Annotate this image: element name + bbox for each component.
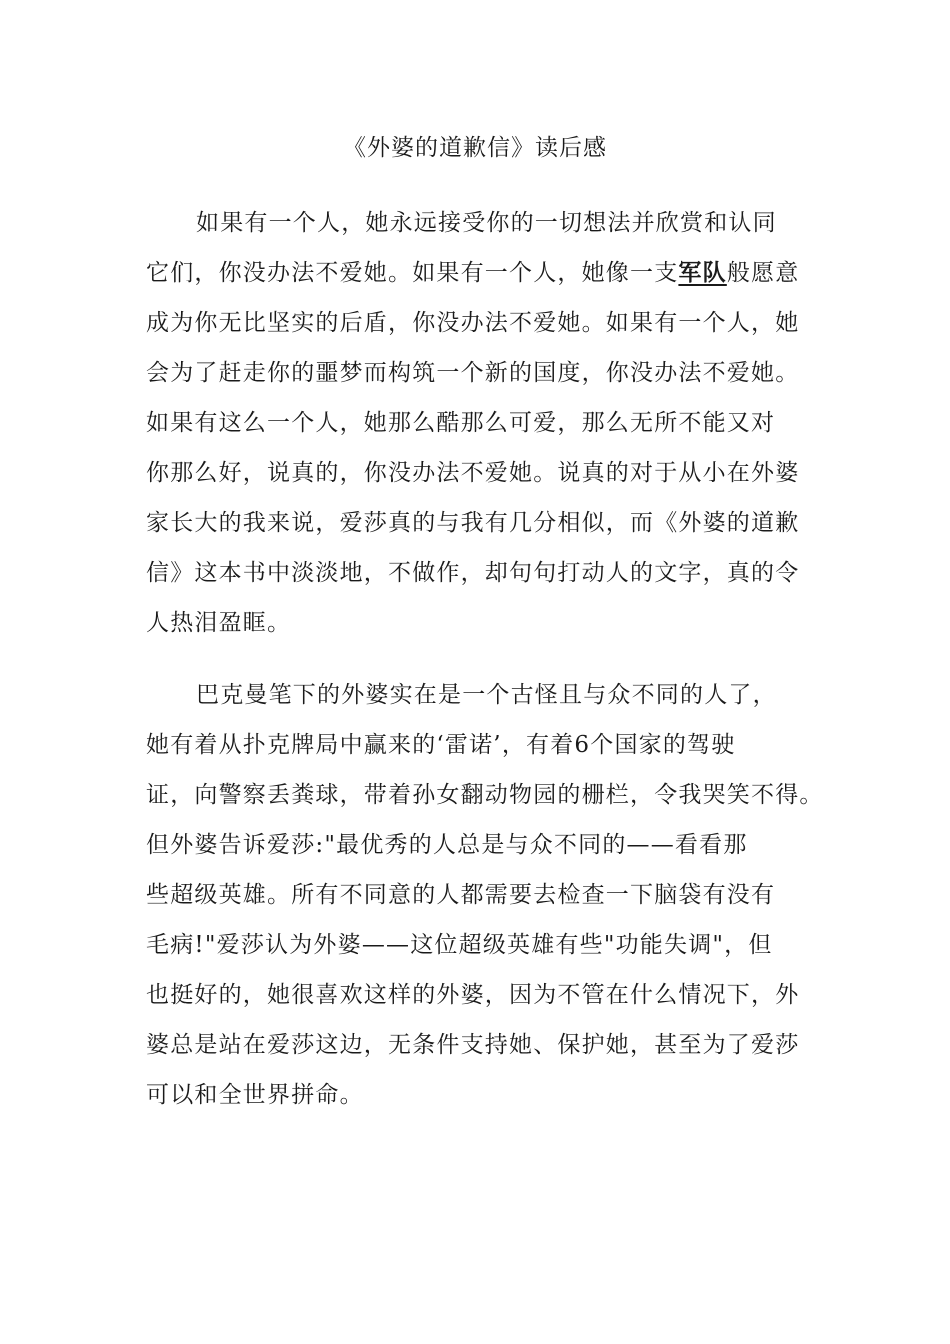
paragraph-2-line: 婆总是站在爱莎这边，无条件支持她、保护她，甚至为了爱莎 bbox=[146, 1032, 800, 1058]
paragraph-2-line: 证，向警察丢粪球，带着孙女翻动物园的栅栏，令我哭笑不得。 bbox=[146, 782, 824, 808]
emphasized-word: 军队 bbox=[678, 259, 727, 286]
paragraph-1-line: 如果有这么一个人，她那么酷那么可爱，那么无所不能又对 bbox=[146, 410, 776, 436]
paragraph-2-line: 也挺好的，她很喜欢这样的外婆，因为不管在什么情况下，外 bbox=[146, 982, 800, 1008]
paragraph-2-line: 可以和全世界拼命。 bbox=[146, 1082, 364, 1108]
paragraph-1-line: 你那么好，说真的，你没办法不爱她。说真的对于从小在外婆 bbox=[146, 460, 800, 486]
text-run: 它们，你没办法不爱她。如果有一个人，她像一支 bbox=[146, 260, 679, 286]
paragraph-2-line: 巴克曼笔下的外婆实在是一个古怪且与众不同的人了， bbox=[196, 682, 777, 708]
document-title: 《外婆的道歉信》读后感 bbox=[343, 135, 607, 161]
paragraph-2 bbox=[146, 670, 826, 1120]
paragraph-2-line: 些超级英雄。所有不同意的人都需要去检查一下脑袋有没有 bbox=[146, 882, 776, 908]
paragraph-2-line: 但外婆告诉爱莎:"最优秀的人总是与众不同的——看看那 bbox=[146, 832, 748, 858]
paragraph-1-line: 成为你无比坚实的后盾，你没办法不爱她。如果有一个人，她 bbox=[146, 310, 800, 336]
paragraph-2-line: 她有着从扑克牌局中赢来的‘雷诺’，有着6个国家的驾驶 bbox=[146, 732, 736, 758]
text-run: 般愿意 bbox=[726, 260, 800, 286]
paragraph-1-line: 如果有一个人，她永远接受你的一切想法并欣赏和认同 bbox=[196, 210, 777, 236]
paragraph-1-line bbox=[146, 248, 826, 298]
paragraph-1-line: 信》这本书中淡淡地，不做作，却句句打动人的文字，真的令 bbox=[146, 560, 800, 586]
paragraph-1-line: 会为了赶走你的噩梦而构筑一个新的国度，你没办法不爱她。 bbox=[146, 360, 800, 386]
paragraph-1-line: 家长大的我来说，爱莎真的与我有几分相似，而《外婆的道歉 bbox=[146, 510, 800, 536]
paragraph-1-line: 人热泪盈眶。 bbox=[146, 610, 292, 636]
paragraph-2-line: 毛病!"爱莎认为外婆——这位超级英雄有些"功能失调"，但 bbox=[146, 932, 773, 958]
paragraph-1 bbox=[146, 198, 826, 648]
